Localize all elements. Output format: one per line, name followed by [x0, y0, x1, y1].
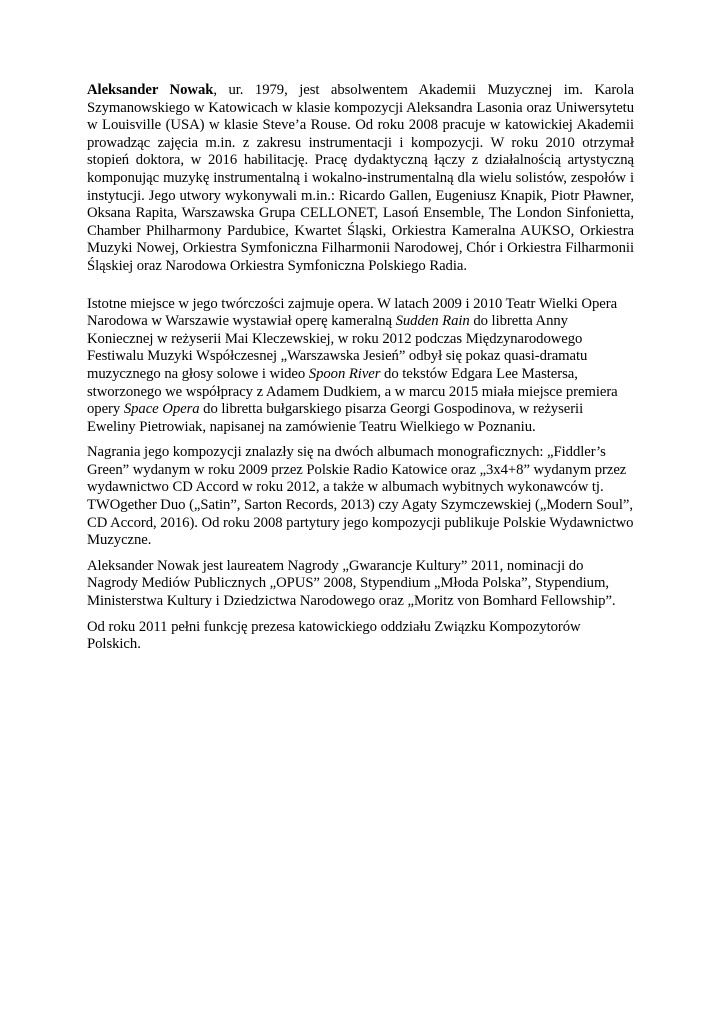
opera-text-3: do tekstów Edgara Lee Mastersa, stworzonego we współpracy z Adamem Dudkiem, a w marcu 2015 miała miejsce premiera opery: [87, 365, 618, 418]
presidency-paragraph: Od roku 2011 pełni funkcję prezesa katowickiego oddziału Związku Kompozytorów Polskich.: [87, 618, 581, 653]
opera-paragraph: [87, 296, 634, 437]
opera-text-4: do libretta bułgarskiego pisarza Georgi Gospodinova, w reżyserii Eweliny Pietrowiak, napisanej na zamówienie Teatru Wielkiego w Poznaniu.: [87, 401, 584, 435]
bio-intro-text: , ur. 1979, jest absolwentem Akademii Muzycznej im. Karola Szymanowskiego w Katowicach w klasie kompozycji Aleksandra Lasonia oraz Uniwersytetu w Louisville (USA) w klasie Steve’a Rouse. Od roku 2008 pracuje w katowickiej Akademii prowadząc zajęcia m.in. z zakresu instrumentacji i kompozycji. W roku 2010 otrzymał stopień doktora, w 2016 habilitację. Pracę dydaktyczną łączy z działalnością artystyczną komponując muzykę instrumentalną i wokalno-instrumentalną dla wielu solistów, zespołów i instytucji. Jego utwory wykonywali m.in.: Ricardo Gallen, Eugeniusz Knapik, Piotr Pławner, Oksana Rapita, Warszawska Grupa CELLONET, Lasoń Ensemble, The London Sinfonietta, Chamber Philharmony Pardubice, Kwartet Śląski, Orkiestra Kameralna AUKSO, Orkiestra Muzyki Nowej, Orkiestra Symfoniczna Filharmonii Narodowej, Chór i Orkiestra Filharmonii Śląskiej oraz Narodowa Orkiestra Symfoniczna Polskiego Radia.: [87, 82, 634, 274]
opera-text-1: Istotne miejsce w jego twórczości zajmuje opera. W latach 2009 i 2010 Teatr Wielki Opera Narodowa w Warszawie wystawiał operę kameralną: [87, 295, 618, 330]
opera-title-space-opera: Space Opera: [123, 401, 200, 418]
opera-title-sudden-rain: Sudden Rain: [395, 313, 470, 330]
awards-paragraph: Aleksander Nowak jest laureatem Nagrody „Gwarancje Kultury” 2011, nominacji do Nagrody Mediów Publicznych „OPUS” 2008, Stypendium „Młoda Polska”, Stypendium, Ministerstwa Kultury i Dziedzictwa Narodowego oraz „Moritz von Bomhard Fellowship”.: [87, 557, 616, 610]
opera-text-2: do libretta Anny Koniecznej w reżyserii Mai Kleczewskiej, w roku 2012 podczas Międzynarodowego Festiwalu Muzyki Współczesnej „Warszawska Jesień” odbył się pokaz quasi-dramatu muzycznego na głosy solowe i wideo: [87, 313, 588, 382]
recordings-paragraph: Nagrania jego kompozycji znalazły się na dwóch albumach monograficznych: „Fiddler’s Green” wydanym w roku 2009 przez Polskie Radio Katowice oraz „3x4+8” wydanym przez wydawnictwo CD Accord w roku 2012, a także w albumach wybitnych wykonawców tj. TWOgether Duo („Satin”, Sarton Records, 2013) czy Agaty Szymczewskiej („Modern Soul”, CD Accord, 2016). Od roku 2008 partytury jego kompozycji publikuje Polskie Wydawnictwo Muzyczne.: [87, 444, 634, 549]
work-title-spoon-river: Spoon River: [308, 365, 381, 382]
bio-paragraph-intro: [87, 82, 634, 276]
composer-name: Aleksander Nowak: [87, 82, 214, 98]
